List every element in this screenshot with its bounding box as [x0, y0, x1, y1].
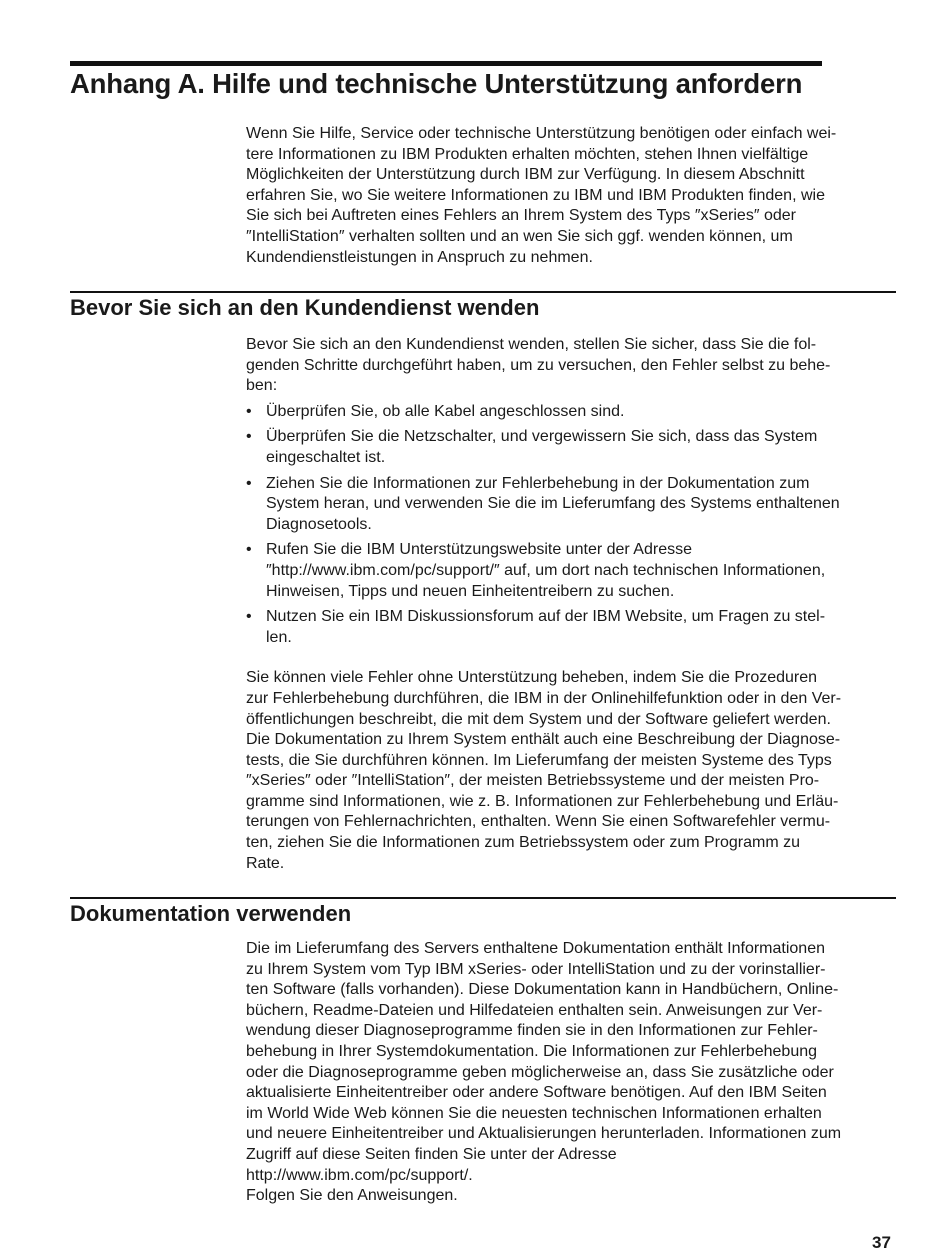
text-line: öffentlichungen beschreibt, die mit dem System und der Software geliefert werden.: [246, 710, 831, 728]
list-item-text-line: Überprüfen Sie, ob alle Kabel angeschlossen sind.: [266, 402, 625, 420]
list-item-text-line: eingeschaltet ist.: [266, 448, 386, 466]
list-item-text-line: Diagnosetools.: [266, 515, 372, 533]
section-title-documentation: Dokumentation verwenden: [70, 901, 352, 926]
chapter-intro-paragraph: [246, 124, 896, 268]
text-line: ″xSeries″ oder ″IntelliStation″, der meisten Betriebssysteme und der meisten Pro-: [246, 772, 820, 790]
text-line: aktualisierte Einheitentreiber oder andere Software benötigen. Auf den IBM Seiten: [246, 1084, 827, 1102]
section-before-intro-paragraph: [246, 335, 896, 397]
list-item-text-line: Hinweisen, Tipps und neuen Einheitentreibern zu suchen.: [266, 582, 675, 600]
text-line: ten Software (falls vorhanden). Diese Dokumentation kann in Handbüchern, Online-: [246, 981, 839, 999]
text-line: Möglichkeiten der Unterstützung durch IBM zur Verfügung. In diesem Abschnitt: [246, 166, 805, 184]
text-line: erfahren Sie, wo Sie weitere Informationen zu IBM und IBM Produkten finden, wie: [246, 186, 825, 204]
text-line: Kundendienstleistungen in Anspruch zu nehmen.: [246, 248, 593, 266]
text-line: büchern, Readme-Dateien und Hilfedateien enthalten sein. Anweisungen zur Ver-: [246, 1001, 823, 1019]
text-line: und neuere Einheitentreiber und Aktualisierungen herunterladen. Informationen zum: [246, 1125, 842, 1143]
section-rule-docs: [70, 897, 896, 899]
list-item: [246, 402, 896, 423]
text-line: gramme sind Informationen, wie z. B. Informationen zur Fehlerbehebung und Erläu-: [246, 792, 839, 810]
list-item-text-line: Rufen Sie die IBM Unterstützungswebsite unter der Adresse: [266, 541, 692, 559]
text-line: Bevor Sie sich an den Kundendienst wenden, stellen Sie sicher, dass Sie die fol-: [246, 336, 817, 353]
list-item-text-line: Nutzen Sie ein IBM Diskussionsforum auf der IBM Website, um Fragen zu stel-: [266, 608, 826, 626]
text-line: behebung in Ihrer Systemdokumentation. Die Informationen zur Fehlerbehebung: [246, 1042, 818, 1060]
list-item-text-line: len.: [266, 628, 292, 646]
text-line: Folgen Sie den Anweisungen.: [246, 1187, 458, 1205]
list-item: [246, 540, 896, 602]
text-line: http://www.ibm.com/pc/support/.: [246, 1166, 473, 1184]
list-item-text-line: Ziehen Sie die Informationen zur Fehlerbehebung in der Dokumentation zum: [266, 474, 810, 492]
section-title-before-support: Bevor Sie sich an den Kundendienst wenden: [70, 295, 540, 320]
page-number: 37: [872, 1233, 891, 1252]
text-line: Rate.: [246, 854, 285, 872]
text-line: zur Fehlerbehebung durchführen, die IBM in der Onlinehilfefunktion oder in den Ver-: [246, 689, 842, 707]
text-line: Sie sich bei Auftreten eines Fehlers an Ihrem System des Typs ″xSeries″ oder: [246, 207, 796, 225]
chapter-title: Anhang A. Hilfe und technische Unterstützung anfordern: [70, 68, 803, 99]
text-line: wendung dieser Diagnoseprogramme finden sie in den Informationen zur Fehler-: [246, 1022, 818, 1040]
bullet-icon: •: [246, 474, 252, 492]
list-item: [246, 607, 896, 648]
section-docs-paragraph: [246, 939, 896, 1207]
list-item: [246, 427, 896, 468]
bullet-icon: •: [246, 541, 252, 559]
text-line: terungen von Fehlernachrichten, enthalten. Wenn Sie einen Softwarefehler vermu-: [246, 813, 831, 831]
chapter-top-rule: [70, 61, 822, 66]
text-line: Die Dokumentation zu Ihrem System enthält auch eine Beschreibung der Diagnose-: [246, 731, 841, 749]
section-before-closing-paragraph: [246, 668, 896, 874]
text-line: ben:: [246, 377, 278, 395]
text-line: tere Informationen zu IBM Produkten erhalten möchten, stehen Ihnen vielfältige: [246, 145, 809, 163]
text-line: im World Wide Web können Sie die neuesten technischen Informationen erhalten: [246, 1104, 822, 1122]
bullet-icon: •: [246, 402, 252, 420]
text-line: Wenn Sie Hilfe, Service oder technische Unterstützung benötigen oder einfach wei-: [246, 125, 837, 142]
bullet-icon: •: [246, 608, 252, 626]
text-line: ″IntelliStation″ verhalten sollten und an wen Sie sich ggf. wenden können, um: [246, 227, 793, 245]
text-line: tests, die Sie durchführen können. Im Lieferumfang der meisten Systeme des Typs: [246, 751, 832, 769]
section-before-body: [246, 335, 896, 874]
list-item: [246, 474, 896, 536]
checklist: [246, 402, 896, 649]
text-line: Sie können viele Fehler ohne Unterstützung beheben, indem Sie die Prozeduren: [246, 669, 818, 687]
text-line: Zugriff auf diese Seiten finden Sie unter der Adresse: [246, 1145, 617, 1163]
list-item-text-line: Überprüfen Sie die Netzschalter, und vergewissern Sie sich, dass das System: [266, 428, 818, 446]
text-line: oder die Diagnoseprogramme geben möglicherweise an, dass Sie zusätzliche oder: [246, 1063, 834, 1081]
text-line: zu Ihrem System vom Typ IBM xSeries- oder IntelliStation und zu der vorinstallier-: [246, 960, 826, 978]
list-item-text-line: ″http://www.ibm.com/pc/support/″ auf, um dort nach technischen Informationen,: [266, 561, 826, 579]
text-line: ten, ziehen Sie die Informationen zum Betriebssystem oder zum Programm zu: [246, 834, 801, 852]
text-line: Die im Lieferumfang des Servers enthaltene Dokumentation enthält Informationen: [246, 940, 825, 957]
bullet-icon: •: [246, 428, 252, 446]
section-rule-before: [70, 291, 896, 293]
text-line: genden Schritte durchgeführt haben, um zu versuchen, den Fehler selbst zu behe-: [246, 356, 831, 374]
list-item-text-line: System heran, und verwenden Sie die im Lieferumfang des Systems enthaltenen: [266, 495, 840, 513]
